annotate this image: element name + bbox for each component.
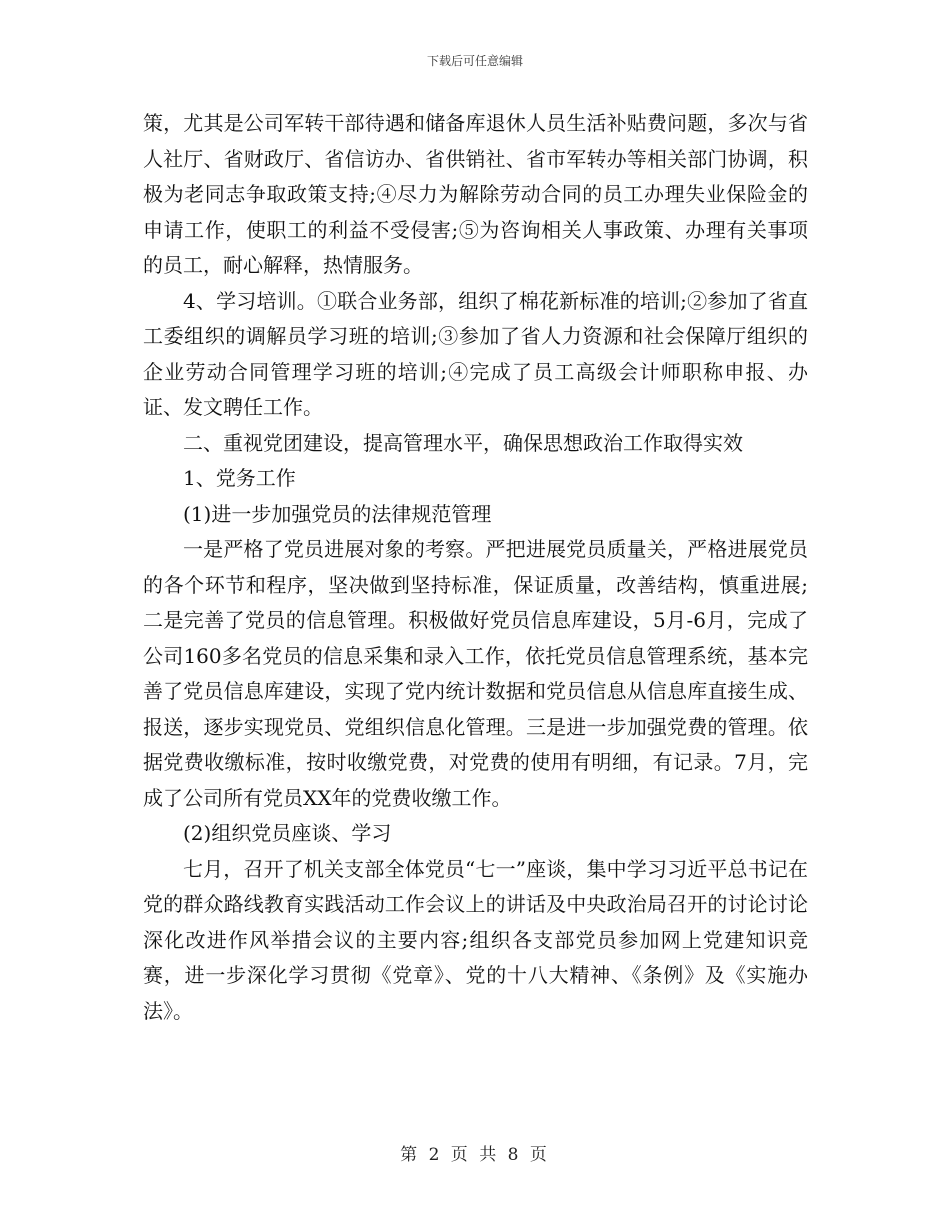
paragraph: 一是严格了党员进展对象的考察。严把进展党员质量关，严格进展党员的各个环节和程序，坚决做到坚持标准，保证质量，改善结构，慎重进展;二是完善了党员的信息管理。积极做好党员信息库建设，5月-6月，完成了公司160多名党员的信息采集和录入工作，依托党员信息管理系统，基本完善了党员信息库建设，实现了党内统计数据和党员信息从信息库直接生成、报送，逐步实现党员、党组织信息化管理。三是进一步加强党费的管理。依据党费收缴标准，按时收缴党费，对党费的使用有明细，有记录。7月，完成了公司所有党员XX年的党费收缴工作。	[143, 537, 808, 810]
subsection-heading: 1、党务工作	[183, 466, 296, 490]
paragraph: 4、学习培训。①联合业务部，组织了棉花新标准的培训;②参加了省直工委组织的调解员学习班的培训;③参加了省人力资源和社会保障厅组织的企业劳动合同管理学习班的培训;④完成了员工高级会计师职称申报、办证、发文聘任工作。	[143, 288, 808, 419]
paragraph: 策，尤其是公司军转干部待遇和储备库退休人员生活补贴费问题，多次与省人社厅、省财政厅、省信访办、省供销社、省市军转办等相关部门协调，积极为老同志争取政策支持;④尽力为解除劳动合同的员工办理失业保险金的申请工作，使职工的利益不受侵害;⑤为咨询相关人事政策、办理有关事项的员工，耐心解释，热情服务。	[143, 111, 808, 277]
page-footer: 第 2 页 共 8 页	[400, 1145, 550, 1165]
paragraph: 七月，召开了机关支部全体党员“七一”座谈，集中学习习近平总书记在党的群众路线教育实践活动工作会议上的讲话及中央政治局召开的讨论讨论深化改进作风举措会议的主要内容;组织各支部党员参加网上党建知识竞赛，进一步深化学习贯彻《党章》、党的十八大精神、《条例》及《实施办法》。	[143, 856, 808, 1023]
page-header: 下载后可任意编辑	[426, 54, 523, 68]
subsection-heading: (2)组织党员座谈、学习	[183, 821, 392, 845]
subsection-heading: (1)进一步加强党员的法律规范管理	[183, 501, 492, 526]
document-body	[143, 106, 808, 1029]
section-heading: 二、重视党团建设，提高管理水平，确保思想政治工作取得实效	[183, 430, 743, 455]
